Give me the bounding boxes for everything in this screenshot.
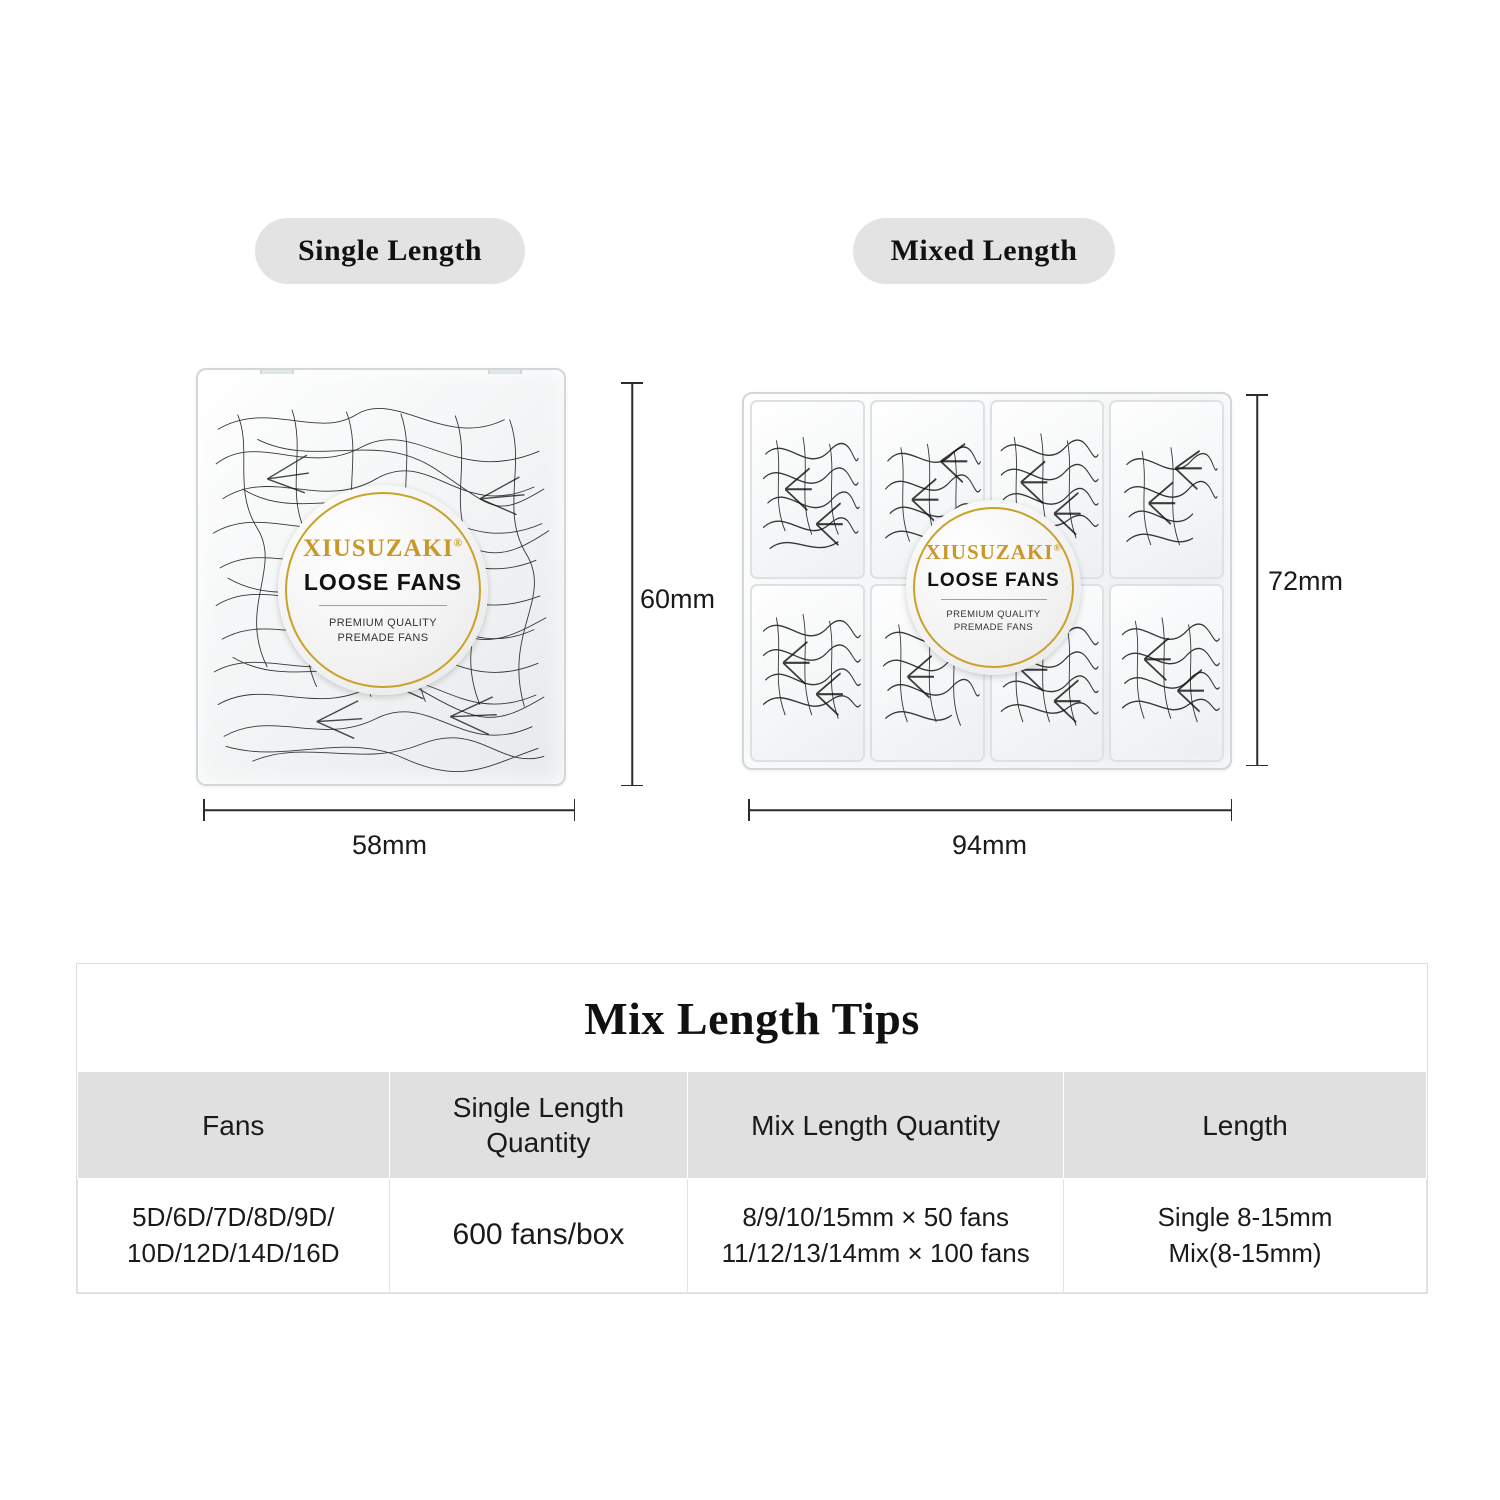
label-tagline-single: PREMIUM QUALITY PREMADE FANS bbox=[328, 616, 438, 644]
brand-name-single: XIUSUZAKI® bbox=[302, 534, 464, 562]
brand-label-mixed bbox=[906, 500, 1081, 675]
mix-length-tips-title: Mix Length Tips bbox=[584, 993, 920, 1044]
brand-name-mixed: XIUSUZAKI® bbox=[925, 540, 1062, 565]
label-tagline-mixed: PREMIUM QUALITY PREMADE FANS bbox=[946, 609, 1041, 633]
dimension-label-single-height: 60mm bbox=[640, 584, 716, 614]
product-image-mixed-length-box bbox=[742, 392, 1232, 770]
table-header-mix-length-quantity: Mix Length Quantity bbox=[688, 1072, 1064, 1179]
section-label-single-length bbox=[255, 218, 525, 284]
mix-length-tips-panel bbox=[76, 963, 1428, 1294]
section-label-single-length-text: Single Length bbox=[297, 234, 483, 267]
cell-length: Single 8-15mm Mix(8-15mm) bbox=[1064, 1179, 1427, 1293]
cell-mix-quantity: 8/9/10/15mm × 50 fans 11/12/13/14mm × 100 fans bbox=[688, 1179, 1064, 1293]
compartment-cell bbox=[750, 584, 865, 763]
product-image-single-length-box bbox=[196, 368, 566, 786]
compartment-cell bbox=[750, 400, 865, 579]
label-divider-single bbox=[319, 605, 447, 606]
dimension-line-mixed-height bbox=[1245, 394, 1269, 766]
compartment-cell bbox=[1109, 584, 1224, 763]
table-header-single-length-quantity: Single Length Quantity bbox=[389, 1072, 688, 1179]
dimension-line-single-width bbox=[203, 798, 575, 822]
product-name-single: LOOSE FANS bbox=[303, 568, 463, 595]
cell-single-quantity: 600 fans/box bbox=[389, 1179, 688, 1293]
mix-length-tips-table bbox=[77, 1071, 1427, 1293]
table-header-length: Length bbox=[1064, 1072, 1427, 1179]
product-name-mixed: LOOSE FANS bbox=[927, 570, 1060, 592]
table-header-fans: Fans bbox=[78, 1072, 390, 1179]
dimension-line-mixed-width bbox=[748, 798, 1232, 822]
section-label-mixed-length bbox=[853, 218, 1115, 284]
table-header-row bbox=[78, 1072, 1427, 1179]
brand-label-single bbox=[278, 485, 488, 695]
table-row bbox=[78, 1179, 1427, 1293]
dimension-label-mixed-width: 94mm bbox=[952, 830, 1028, 860]
label-divider-mixed bbox=[941, 599, 1047, 600]
section-label-mixed-length-text: Mixed Length bbox=[890, 234, 1078, 267]
cell-fans: 5D/6D/7D/8D/9D/ 10D/12D/14D/16D bbox=[78, 1179, 390, 1293]
compartment-cell bbox=[1109, 400, 1224, 579]
dimension-label-single-width: 58mm bbox=[352, 830, 428, 860]
dimension-label-mixed-height: 72mm bbox=[1268, 566, 1344, 596]
